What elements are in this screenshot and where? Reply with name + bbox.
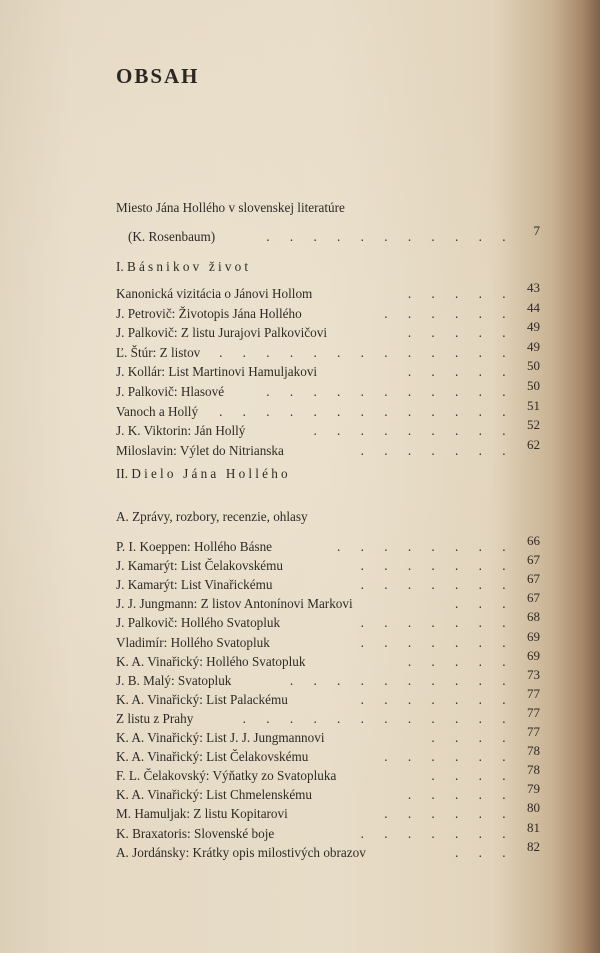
page-number: 77 — [527, 704, 540, 720]
intro-entry-line2 — [116, 223, 540, 246]
leader-dots: . . . . . . . . . . . . . — [219, 344, 514, 360]
toc-entry — [116, 378, 540, 401]
toc-entry — [116, 819, 540, 843]
toc-entry — [116, 685, 540, 709]
entry-title: F. L. Čelakovský: Výňatky zo Svatopluka — [116, 768, 337, 784]
toc-entry — [116, 609, 540, 632]
leader-dots: . . . . . . . — [360, 691, 514, 707]
section-1-heading — [116, 258, 251, 276]
section-2-heading — [116, 465, 291, 483]
entry-title: M. Hamuljak: Z listu Kopitarovi — [116, 806, 288, 822]
section-2-number: II. — [116, 466, 129, 481]
leader-dots: . . . . . — [407, 364, 514, 380]
intro-title: Miesto Jána Hollého v slovenskej literatúre — [116, 200, 345, 215]
toc-entry — [116, 704, 540, 728]
page-number: 78 — [527, 743, 540, 759]
leader-dots: . . . . . . . . . . . — [266, 384, 514, 399]
leader-dots: . . . . . . — [384, 305, 514, 321]
entry-title: J. Palkovič: Z listu Jurajovi Palkovičovi — [116, 325, 327, 341]
leader-dots: . . . . . — [407, 787, 514, 803]
page-number: 51 — [527, 397, 540, 413]
leader-dots: . . . . . . . . — [337, 539, 514, 554]
entry-title: J. Palkovič: Hollého Svatopluk — [116, 615, 281, 631]
toc-entry — [116, 781, 540, 804]
page-number: 52 — [527, 417, 540, 433]
entry-title: K. A. Vinařický: List Čelakovskému — [116, 749, 309, 765]
toc-entry — [116, 628, 540, 652]
page-number: 62 — [527, 436, 540, 452]
section-2-subheading: A. Zprávy, rozbory, recenzie, ohlasy — [116, 509, 308, 524]
entry-title: J. K. Viktorin: Ján Hollý — [116, 423, 246, 439]
section-1-number: I. — [116, 259, 124, 274]
intro-entry-line1 — [116, 199, 540, 217]
toc-entry — [116, 838, 540, 862]
page-number: 7 — [533, 223, 540, 238]
page-number: 68 — [527, 609, 540, 625]
intro-author: (K. Rosenbaum) — [128, 229, 216, 244]
toc-entry — [116, 319, 540, 342]
leader-dots: . . . . — [431, 730, 514, 745]
toc-entry — [116, 397, 540, 421]
page-number: 50 — [527, 358, 540, 374]
toc-entry — [116, 647, 540, 671]
entry-title: J. Petrovič: Životopis Jána Hollého — [116, 305, 302, 321]
entry-title: A. Jordánsky: Krátky opis milostivých obrazov — [116, 844, 366, 860]
leader-dots: . . . . . . . — [360, 558, 514, 574]
page-number: 82 — [527, 838, 540, 854]
page-number: 81 — [527, 819, 540, 835]
page-number: 73 — [527, 666, 540, 682]
page-number: 49 — [527, 319, 540, 335]
entry-title: Vanoch a Hollý — [116, 403, 199, 419]
leader-dots: . . . . . . — [384, 749, 514, 765]
entry-title: Ľ. Štúr: Z listov — [116, 344, 201, 360]
section-1-title: Básnikov život — [127, 259, 252, 274]
page-number: 44 — [527, 299, 540, 315]
leader-dots: . . . . . . — [384, 806, 514, 822]
leader-dots: . . . . . — [407, 653, 514, 669]
toc-entry — [116, 338, 540, 362]
toc-entry — [116, 299, 540, 323]
entry-title: K. A. Vinařický: List Palackému — [116, 691, 288, 707]
toc-entry — [116, 590, 540, 613]
toc-entry — [116, 800, 540, 823]
leader-dots: . . . . . . . . . . . . — [242, 710, 514, 726]
leader-dots: . . . — [455, 844, 514, 860]
page-number: 69 — [527, 647, 540, 663]
leader-dots: . . . . . . . . . . . . . — [219, 403, 514, 419]
page-number: 66 — [527, 533, 540, 548]
entry-title: J. J. Jungmann: Z listov Antonínovi Markovi — [116, 596, 353, 612]
leader-dots: . . . . . . . — [360, 825, 514, 841]
entry-title: Kanonická vizitácia o Jánovi Hollom — [116, 286, 313, 301]
leader-dots: . . . . . . . — [360, 442, 514, 458]
toc-entry — [116, 358, 540, 381]
page-number: 80 — [527, 800, 540, 816]
toc-entry — [116, 743, 540, 766]
entry-title: J. Kamarýt: List Vinařickému — [116, 577, 273, 593]
toc-entry — [116, 666, 540, 690]
entry-title: P. I. Koeppen: Hollého Básne — [116, 539, 273, 554]
page-number: 67 — [527, 571, 540, 587]
entry-title: Vladimír: Hollého Svatopluk — [116, 634, 270, 650]
leader-dots: . . . . . . . — [360, 577, 514, 593]
leader-dots: . . . . . — [407, 325, 514, 341]
entry-title: J. Palkovič: Hlasové — [116, 384, 225, 399]
page-number: 67 — [527, 552, 540, 568]
leader-dots: . . . . . . . — [360, 615, 514, 631]
toc-entry — [116, 533, 540, 556]
page-number: 77 — [527, 724, 540, 739]
leader-dots: . . . . . . . . . . . — [266, 229, 514, 244]
entry-title: K. Braxatoris: Slovenské boje — [116, 825, 275, 841]
toc-entry — [116, 571, 540, 594]
toc-entry — [116, 436, 540, 460]
page-number: 43 — [527, 280, 540, 295]
page-number: 50 — [527, 378, 540, 393]
toc-entry — [116, 552, 540, 575]
toc-entry — [116, 724, 540, 747]
page-number: 77 — [527, 685, 540, 701]
entry-title: Z listu z Prahy — [116, 710, 194, 726]
leader-dots: . . . . — [431, 768, 514, 784]
entry-title: K. A. Vinařický: List J. J. Jungmannovi — [116, 730, 325, 745]
page-number: 69 — [527, 628, 540, 644]
leader-dots: . . . — [455, 596, 514, 612]
toc-entry — [116, 417, 540, 440]
page-number: 78 — [527, 762, 540, 778]
entry-title: Miloslavin: Výlet do Nitrianska — [116, 442, 284, 458]
entry-title: K. A. Vinařický: List Chmelenskému — [116, 787, 313, 803]
toc-entry — [116, 762, 540, 785]
page-title: OBSAH — [116, 64, 200, 88]
toc-entry — [116, 280, 540, 303]
page-number: 67 — [527, 590, 540, 606]
leader-dots: . . . . . . . — [360, 634, 514, 650]
leader-dots: . . . . . . . . . — [313, 423, 514, 439]
entry-title: J. Kamarýt: List Čelakovskému — [116, 558, 284, 574]
entry-title: J. Kollár: List Martinovi Hamuljakovi — [116, 364, 318, 380]
page-number: 79 — [527, 781, 540, 797]
leader-dots: . . . . . . . . . . — [289, 672, 514, 688]
page-number: 49 — [527, 338, 540, 354]
entry-title: J. B. Malý: Svatopluk — [116, 672, 232, 688]
section-2-title: Dielo Jána Hollého — [131, 466, 291, 481]
leader-dots: . . . . . — [407, 286, 514, 301]
entry-title: K. A. Vinařický: Hollého Svatopluk — [116, 653, 306, 669]
